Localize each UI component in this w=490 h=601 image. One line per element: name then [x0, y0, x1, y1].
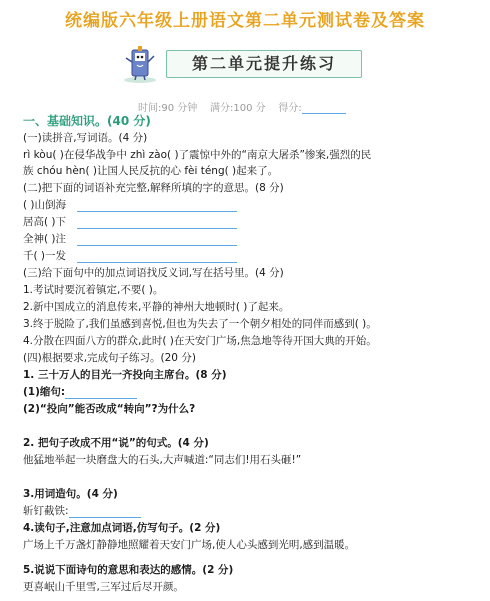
q2-item — [23, 249, 237, 263]
section-heading: 一、基础知识。(40 分) — [23, 114, 151, 128]
answer-blank[interactable] — [65, 387, 137, 399]
q3-sentence-2: 2.新中国成立的消息传来,平静的神州大地顿时( )了起来。 — [23, 301, 290, 313]
q3-sentence-1: 1.考试时要沉着镇定,不要( )。 — [23, 284, 164, 296]
q3-sentence-4: 4.分散在四面八方的群众,此时( )在天安门广场,焦急地等待开国大典的开始。 — [23, 335, 377, 347]
unit-banner — [118, 44, 362, 84]
q1-title: (一)读拼音,写词语。(4 分) — [23, 132, 148, 144]
q4-part5-poem: 更喜岷山千里雪,三军过后尽开颜。 — [23, 581, 184, 593]
exam-meta — [138, 99, 346, 114]
q1-line1: rì kòu( )在侵华战争中 zhì zào( )了震惊中外的“南京大屠杀”惨案,强烈的民 — [23, 149, 372, 161]
q4-part3-label: 斩钉截铁: — [23, 505, 69, 517]
q2-item — [23, 232, 237, 246]
q4-part2-sentence: 他猛地举起一块磨盘大的石头,大声喊道:“同志们!用石头砸!” — [23, 454, 302, 466]
q4-part2: 2. 把句子改成不用“说”的句式。(4 分) — [23, 437, 209, 449]
answer-blank[interactable] — [77, 234, 237, 246]
q3-title: (三)给下面句中的加点词语找反义词,写在括号里。(4 分) — [23, 267, 284, 279]
q4-part3: 3.用词造句。(4 分) — [23, 488, 118, 500]
q4-part1b: (2)“投向”能否改成“转向”?为什么? — [23, 403, 196, 415]
q4-part1: 1. 三十万人的目光一齐投向主席台。(8 分) — [23, 369, 227, 381]
time-label: 时间:90 分钟 — [138, 103, 198, 114]
q2-item-text: ( )山倒海 — [23, 199, 67, 211]
book-mascot-icon — [118, 44, 162, 84]
q2-item-text: 居高( )下 — [23, 216, 67, 228]
q3-sentence-3: 3.终于脱险了,我们虽感到喜悦,但也为失去了一个朝夕相处的同伴而感到( )。 — [23, 318, 377, 330]
document-title: 统编版六年级上册语文第二单元测试卷及答案 — [65, 11, 425, 31]
answer-blank[interactable] — [77, 217, 237, 229]
answer-blank[interactable] — [77, 251, 237, 263]
q4-title: (四)根据要求,完成句子练习。(20 分) — [23, 352, 196, 364]
q4-part4: 4.读句子,注意加点词语,仿写句子。(2 分) — [23, 522, 221, 534]
q4-part4-sentence: 广场上千万盏灯静静地照耀着天安门广场,使人心头感到光明,感到温暖。 — [23, 539, 356, 551]
score-label: 满分:100 分 — [210, 103, 266, 114]
q4-part5: 5.说说下面诗句的意思和表达的感情。(2 分) — [23, 564, 234, 576]
banner-title: 第二单元提升练习 — [166, 50, 362, 78]
answer-blank[interactable] — [77, 200, 237, 212]
q4-part3-word — [23, 504, 141, 518]
q4-part1a — [23, 385, 137, 399]
result-label: 得分: — [278, 103, 302, 114]
answer-blank[interactable] — [69, 506, 141, 518]
score-blank[interactable] — [302, 103, 346, 114]
q4-part1a-label: (1)缩句: — [23, 386, 66, 398]
q2-item-text: 全神( )注 — [23, 233, 67, 245]
q2-item — [23, 215, 237, 229]
q2-item — [23, 198, 237, 212]
q2-item-text: 千( )一发 — [23, 250, 67, 262]
q2-title: (二)把下面的词语补充完整,解释所填的字的意思。(8 分) — [23, 182, 284, 194]
q1-line2: 族 chóu hèn( )让国人民反抗的心 fèi téng( )起来了。 — [23, 165, 279, 177]
